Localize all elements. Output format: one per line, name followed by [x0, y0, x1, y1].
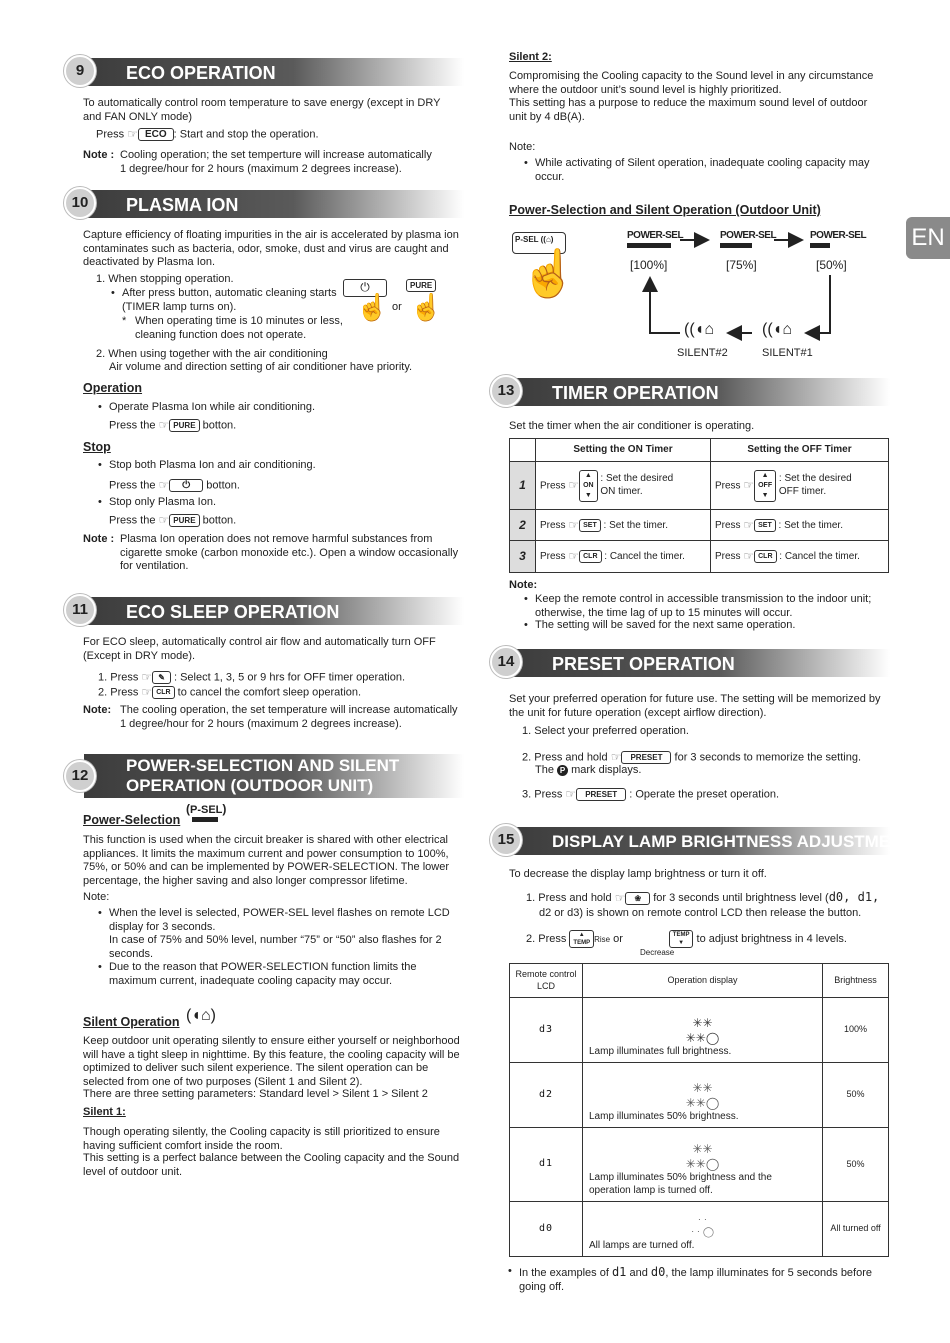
on-text: : Set the timer.: [603, 519, 668, 531]
on-text: : Cancel the timer.: [604, 551, 685, 563]
pct-50: [50%]: [816, 258, 847, 272]
preset-button[interactable]: PRESET: [621, 751, 671, 764]
preset-button[interactable]: PRESET: [576, 788, 626, 801]
s14-item3-text: : Operate the preset operation.: [629, 788, 780, 801]
psel-key-label: P-SEL: [515, 235, 539, 244]
section-9-title: ECO OPERATION: [84, 58, 464, 86]
s10-item2-text: Air volume and direction setting of air conditioner have priority.: [109, 361, 413, 373]
s10-op-bullet: • Operate Plasma Ion while air conditioning.: [96, 401, 315, 415]
s15-item2: [526, 930, 847, 948]
lamps-full-icon: ✳✳ ✳✳◯: [685, 1015, 720, 1045]
s9-intro: To automatically control room temperature to save energy (except in DRY and FAN ONLY mode): [83, 97, 441, 123]
hand-icon: ☞: [158, 513, 170, 527]
botton-text: botton.: [202, 514, 237, 527]
on-key-label: ON: [583, 481, 594, 489]
foot-text2: , the lamp illuminates for 5 seconds before going off.: [519, 1267, 873, 1293]
diagram-heading: Power-Selection and Silent Operation (Outdoor Unit): [509, 203, 821, 217]
s14-item2: [522, 750, 861, 765]
off-cell: [711, 462, 889, 510]
press-hold-text: 1. Press and hold: [526, 892, 612, 904]
row-number: 3: [510, 541, 536, 573]
lcd-value: d1: [510, 1128, 583, 1202]
table-row: [510, 510, 889, 541]
on-cell: [536, 510, 711, 541]
foot-text1: In the examples of: [519, 1267, 609, 1279]
s13-intro: Set the timer when the air conditioner is operating.: [509, 420, 755, 432]
clr-button[interactable]: CLR: [579, 550, 601, 563]
s15-item1-text: for 3 seconds until brightness level (: [653, 892, 829, 904]
psel-silent-button[interactable]: P-SEL ((⌂): [512, 232, 566, 254]
pct-100: [100%]: [630, 258, 668, 272]
s10-item1: 1. When stopping operation.: [96, 273, 234, 285]
s11-note: The cooling operation, the set temperature will increase automatically 1 degree/hour for 2 hours (maximum 2 degrees increase).: [120, 704, 458, 730]
hand-icon: ☞: [743, 478, 755, 493]
language-tab: EN: [906, 217, 950, 259]
silent2-heading: Silent 2:: [509, 51, 552, 63]
hand-icon: ☞: [565, 787, 577, 801]
off-cell: [711, 510, 889, 541]
s9-note-label: Note :: [83, 149, 115, 161]
the-text: The: [535, 764, 554, 776]
press-text: Press: [540, 551, 566, 563]
col-lcd: Remote control LCD: [510, 964, 583, 998]
silent2-p2: This setting has a purpose to reduce the maximum sound level of outdoor unit by 4 dB(A).: [509, 97, 868, 123]
press-text: Press: [96, 128, 125, 141]
note-word: Note: [509, 141, 533, 153]
d-levels: d0, d1,: [828, 890, 880, 904]
silent2-p: Compromising the Cooling capacity to the Sound level in any circumstance where the outdoor unit’s sound level is highly prioritized.: [509, 70, 874, 96]
section-10-title: PLASMA ION: [84, 190, 464, 218]
pure-button[interactable]: PURE: [169, 514, 199, 527]
clr-button[interactable]: CLR: [152, 686, 174, 699]
press-text: 3. Press: [522, 788, 563, 801]
s10-op-press: [109, 418, 236, 433]
s10-note-label: Note :: [83, 533, 115, 545]
col-brightness: Brightness: [823, 964, 889, 998]
silent1-p2: This setting is a perfect balance between the Cooling capacity and the Sound level of outdoor unit.: [83, 1152, 460, 1178]
s10-intro: Capture efficiency of floating impurities in the air is accelerated by plasma ion contaminates such as bacteria, odor, smoke, dust and virus are caught and deactivated by Plasma Ion.: [83, 229, 459, 269]
s14-item1: 1. Select your preferred operation.: [522, 725, 689, 737]
on-text: : Set the desired ON timer.: [600, 473, 674, 497]
title-line2: OPERATION (OUTDOOR UNIT): [126, 776, 374, 795]
on-button[interactable]: ▲ ON ▼: [579, 470, 598, 502]
press-text: Press: [715, 519, 741, 531]
s14-item3: [522, 787, 779, 802]
section-11-title: ECO SLEEP OPERATION: [84, 597, 464, 625]
s10-note: Plasma Ion operation does not remove harmful substances from cigarette smoke (carbon monoxide etc.). Open a window occasionally for ventilation.: [120, 533, 459, 573]
table-row: [510, 1128, 889, 1202]
display-cell: [583, 1202, 823, 1257]
power-button[interactable]: ⏻: [343, 279, 387, 297]
rise-text: Rise: [594, 934, 611, 944]
hand-press-icon-2: ☝: [410, 292, 443, 322]
off-button[interactable]: ▲ OFF ▼: [754, 470, 776, 502]
display-desc: Lamp illuminates 50% brightness and the operation lamp is turned off.: [589, 1172, 772, 1196]
s14-item2-mark: [535, 764, 641, 778]
press-the: Press the: [109, 419, 156, 432]
table-row: [510, 1063, 889, 1128]
on-cell: [536, 462, 711, 510]
lamps-half-icon: ✳✳ ✳✳◯: [685, 1080, 720, 1110]
section-13-title: TIMER OPERATION: [510, 378, 890, 406]
rt-note: • While activating of Silent operation, inadequate cooling capacity may occur.: [522, 157, 882, 184]
press-hold-text: 2. Press and hold: [522, 751, 608, 764]
s10-or: or: [392, 301, 402, 313]
so-paragraph: Keep outdoor unit operating silently to ensure either yourself or neighborhood will have a tight sleep in nighttime. By this feature, the cooling capacity will be optimized to deliver such silent experience. The silent operation can be selected from one of two purposes (Silent 1 and Silent 2).: [83, 1035, 460, 1088]
brightness-table: [509, 963, 889, 1257]
silent1-icon: ((◖⌂: [762, 321, 792, 338]
psel-label: POWER-SEL: [810, 230, 867, 241]
timer-table: [509, 438, 889, 573]
clr-button[interactable]: CLR: [754, 550, 776, 563]
s13-note-label: Note:: [509, 579, 538, 591]
silent1-heading: Silent 1:: [83, 1106, 126, 1118]
temp-up-button[interactable]: ▲ TEMP: [569, 930, 594, 948]
col-on-header: Setting the ON Timer: [536, 439, 711, 462]
s11-item1: [98, 670, 405, 685]
s11-note-label: Note:: [83, 704, 112, 716]
power-selection-heading: Power-Selection: [83, 813, 181, 827]
s12-note1: • When the level is selected, POWER-SEL level flashes on remote LCD display for 3 seconds.: [96, 907, 461, 934]
corner-cell: [510, 439, 536, 462]
press-text: 2. Press: [98, 686, 139, 699]
psel-label: POWER-SEL: [720, 230, 777, 241]
col-off-header: Setting the OFF Timer: [711, 439, 889, 462]
display-cell: [583, 998, 823, 1063]
table-row: [510, 1202, 889, 1257]
section-12-number: 12: [64, 760, 96, 792]
lcd-value: d0: [510, 1202, 583, 1257]
press-tail: : Start and stop the operation.: [173, 128, 319, 141]
press-text: Press: [715, 480, 741, 492]
off-text: : Set the desired OFF timer.: [778, 473, 852, 497]
set-button[interactable]: SET: [579, 519, 601, 532]
temp-down-button[interactable]: TEMP ▼: [669, 930, 694, 948]
s13-note2: • The setting will be saved for the next same operation.: [522, 619, 882, 633]
foot-d1: d1: [611, 1265, 627, 1279]
s10-item1-bullet: • After press button, automatic cleaning starts (TIMER lamp turns on).: [109, 287, 339, 314]
section-9-number: 9: [64, 55, 96, 87]
s11-item2: [98, 685, 361, 700]
s11-item2-text: to cancel the comfort sleep operation.: [177, 686, 362, 699]
display-cell: [583, 1063, 823, 1128]
press-text: Press: [715, 551, 741, 563]
off-text: : Cancel the timer.: [779, 551, 860, 563]
brightness-value: 100%: [823, 998, 889, 1063]
hand-press-icon: ☝: [356, 292, 389, 322]
botton-text: botton.: [202, 419, 237, 432]
s9-press-line: [96, 127, 319, 142]
s12-note1b: In case of 75% and 50% level, number “75” or “50” also flashes for 2 seconds.: [109, 934, 442, 960]
row-number: 1: [510, 462, 536, 510]
hand-icon: ☞: [614, 890, 626, 905]
pct-75: [75%]: [726, 258, 757, 272]
off-text: : Set the timer.: [778, 519, 843, 531]
botton-text: botton.: [206, 479, 240, 492]
press-text: 1. Press: [98, 671, 139, 684]
s10-item1-star-text: When operating time is 10 minutes or less, cleaning function does not operate.: [135, 315, 343, 341]
eco-button[interactable]: ECO: [138, 128, 174, 141]
psel-label: P-SEL: [190, 804, 223, 816]
pure-button[interactable]: PURE: [169, 419, 199, 432]
s11-item1-text: : Select 1, 3, 5 or 9 hrs for OFF timer operation.: [173, 671, 406, 684]
section-14-title: PRESET OPERATION: [510, 649, 890, 677]
silent1-p: Though operating silently, the Cooling capacity is still prioritized to ensure having sufficient comfort inside the room.: [83, 1126, 440, 1152]
hand-press-icon: ☝: [520, 247, 578, 299]
hand-icon: ☞: [568, 517, 580, 532]
s13-note1: • Keep the remote control in accessible transmission to the indoor unit; otherwise, the time lag of up to 15 minutes will occur.: [522, 593, 882, 620]
hand-icon: ☞: [141, 670, 153, 684]
foot-d0: d0: [650, 1265, 666, 1279]
s10-item1-star: [122, 315, 362, 342]
s15-item2-text: to adjust brightness in 4 levels.: [696, 932, 847, 945]
s10-stop-bullet1: • Stop both Plasma Ion and air conditioning.: [96, 459, 316, 473]
press-text: Press: [540, 480, 566, 492]
section-15-title: DISPLAY LAMP BRIGHTNESS ADJUSTMENT: [510, 827, 890, 855]
brightness-value: All turned off: [823, 1202, 889, 1257]
s10-operation-heading: Operation: [83, 381, 143, 395]
display-desc: Lamp illuminates full brightness.: [589, 1045, 732, 1057]
silent-operation-heading: Silent Operation: [83, 1015, 180, 1029]
sleep-button[interactable]: ✎: [152, 671, 171, 684]
s10-stop-bullet2: • Stop only Plasma Ion.: [96, 496, 216, 510]
lcd-value: d2: [510, 1063, 583, 1128]
power-button[interactable]: ⏻: [169, 479, 203, 492]
foot-and: and: [629, 1267, 648, 1279]
section-13-number: 13: [490, 375, 522, 407]
table-row: [510, 541, 889, 573]
silent-icon: (◖⌂): [186, 1007, 216, 1024]
table-row: [510, 462, 889, 510]
press-the: Press the: [109, 514, 156, 527]
hand-icon: ☞: [743, 517, 755, 532]
press-text: Press: [540, 519, 566, 531]
psel-label: POWER-SEL: [627, 230, 684, 241]
s12-note2: • Due to the reason that POWER-SELECTION function limits the maximum current, inadequate cooling capacity may occur.: [96, 961, 436, 988]
p-mark-icon: P: [557, 765, 568, 776]
s10-stop-heading: Stop: [83, 440, 111, 454]
s9-note: Cooling operation; the set temperture will increase automatically 1 degree/hour for 2 hours (maximum 2 degrees increase).: [120, 149, 432, 175]
s12-note-label: Note:: [83, 891, 110, 903]
hand-icon: ☞: [568, 549, 580, 564]
s10-item2: 2. When using together with the air conditioning: [96, 348, 328, 360]
s10-stop-press1: [109, 478, 240, 493]
press-the: Press the: [109, 479, 156, 492]
psel-icon: (P-SEL): [186, 804, 226, 822]
temp-label: TEMP: [672, 932, 690, 938]
display-cell: [583, 1128, 823, 1202]
hand-icon: ☞: [610, 750, 622, 764]
s14-intro: Set your preferred operation for future use. The setting will be memorized by the unit for future operation (except airflow direction).: [509, 693, 881, 719]
lcd-value: d3: [510, 998, 583, 1063]
hand-icon: ☞: [568, 478, 580, 493]
section-15-number: 15: [490, 824, 522, 856]
section-14-number: 14: [490, 646, 522, 678]
hand-icon: ☞: [127, 127, 138, 141]
display-desc: All lamps are turned off.: [589, 1239, 695, 1251]
or-text: or: [613, 932, 623, 945]
section-10-number: 10: [64, 187, 96, 219]
display-desc: Lamp illuminates 50% brightness.: [589, 1110, 739, 1122]
decrease-text: Decrease: [640, 948, 675, 957]
hand-icon: ☞: [141, 685, 153, 699]
off-key-label: OFF: [758, 481, 773, 489]
asterisk: *: [122, 315, 127, 327]
table-row: [510, 998, 889, 1063]
ps-paragraph: This function is used when the circuit breaker is shared with other electrical appliances. It limits the maximum current and power consumption to 100%, 75%, or 50% and can be implemented by POWER-SELECTION. The lower percentage, the higher saving and also longer compressor lifetime.: [83, 834, 450, 887]
section-12-title: [84, 754, 464, 798]
title-line1: POWER-SELECTION AND SILENT: [126, 756, 400, 775]
hand-icon: ☞: [158, 418, 170, 432]
brightness-value: 50%: [823, 1128, 889, 1202]
silent2-icon: ((◖⌂: [684, 321, 714, 338]
rt-note-label: Note:: [509, 141, 536, 153]
hand-icon: ☞: [158, 478, 170, 492]
so-parameters: There are three setting parameters: Standard level > Silent 1 > Silent 2: [83, 1088, 428, 1100]
hand-icon: ☞: [743, 549, 755, 564]
pure-button[interactable]: PURE: [406, 279, 436, 292]
s14-item2-text: for 3 seconds to memorize the setting.: [674, 751, 862, 764]
s10-stop-press2: [109, 513, 236, 528]
mark-text: mark displays.: [571, 764, 642, 776]
off-cell: [711, 541, 889, 573]
section-11-number: 11: [64, 594, 96, 626]
s15-intro: To decrease the display lamp brightness or turn it off.: [509, 868, 767, 880]
press-text: 2. Press: [526, 932, 567, 945]
temp-label: TEMP: [573, 940, 591, 946]
col-display: Operation display: [583, 964, 823, 998]
silent2-label: SILENT#2: [677, 347, 728, 359]
psel-bars: [192, 817, 218, 822]
s15-item1: [526, 890, 886, 906]
fan-button[interactable]: ❀: [625, 892, 650, 905]
s15-footnote: [506, 1265, 886, 1294]
set-button[interactable]: SET: [754, 519, 776, 532]
on-cell: [536, 541, 711, 573]
s15-item1-cont: d2 or d3) is shown on remote control LCD then release the button.: [539, 907, 862, 919]
lamps-half-off-icon: ✳✳ ✳✳◯: [685, 1142, 720, 1172]
silent1-label: SILENT#1: [762, 347, 813, 359]
brightness-value: 50%: [823, 1063, 889, 1128]
s11-intro: For ECO sleep, automatically control air flow and automatically turn OFF (Except in DRY mode).: [83, 636, 436, 662]
row-number: 2: [510, 510, 536, 541]
lamps-off-icon: ⋅ ⋅ ⋅ ⋅ ◯: [690, 1214, 715, 1239]
